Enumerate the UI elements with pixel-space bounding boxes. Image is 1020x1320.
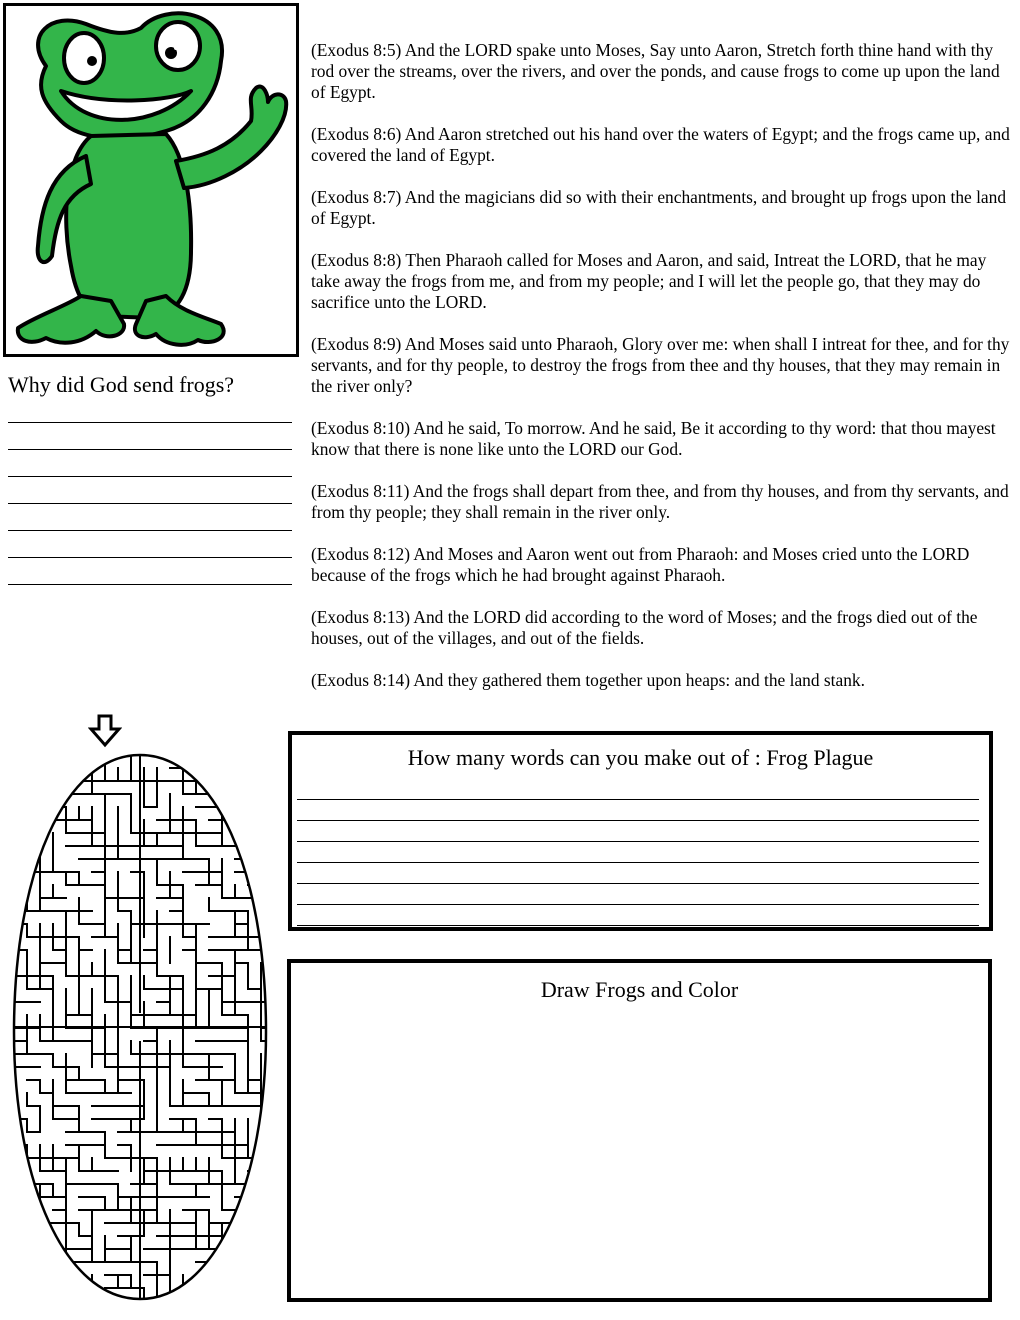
verse: (Exodus 8:7) And the magicians did so with their enchantments, and brought up frogs upon the land of Egypt. xyxy=(311,187,1007,228)
verse: (Exodus 8:10) And he said, To morrow. And he said, Be it according to thy word: that thou mayest know that there is none like unto the LORD our God. xyxy=(311,418,996,459)
word-writing-lines xyxy=(297,799,979,926)
writing-line xyxy=(8,450,292,477)
writing-line xyxy=(297,884,979,905)
down-arrow-icon xyxy=(88,714,122,748)
verse: (Exodus 8:12) And Moses and Aaron went out from Pharaoh: and Moses cried unto the LORD because of the frogs which he had brought against Pharaoh. xyxy=(311,544,970,585)
writing-line xyxy=(297,863,979,884)
verse: (Exodus 8:5) And the LORD spake unto Moses, Say unto Aaron, Stretch forth thine hand with thy rod over the streams, over the rivers, and over the ponds, and cause frogs to come up upon the land of Egypt. xyxy=(311,40,1000,102)
writing-line xyxy=(8,558,292,585)
writing-line xyxy=(8,531,292,558)
writing-line xyxy=(297,905,979,926)
drawing-title: Draw Frogs and Color xyxy=(540,977,739,1002)
verse: (Exodus 8:13) And the LORD did according to the word of Moses; and the frogs died out of the houses, out of the villages, and out of the fields. xyxy=(311,607,978,648)
verse: (Exodus 8:14) And they gathered them together upon heaps: and the land stank. xyxy=(311,670,865,690)
verse: (Exodus 8:6) And Aaron stretched out his hand over the waters of Egypt; and the frogs came up, and covered the land of Egypt. xyxy=(311,124,1010,165)
verse: (Exodus 8:9) And Moses said unto Pharaoh, Glory over me: when shall I intreat for thee, and for thy servants, and for thy people, to destroy the frogs from thee and thy houses, that they may remain in the river only? xyxy=(311,334,1010,396)
writing-line xyxy=(297,842,979,863)
frog-maze xyxy=(10,752,270,1302)
frog-illustration xyxy=(3,3,299,357)
writing-line xyxy=(8,477,292,504)
writing-line xyxy=(8,504,292,531)
word-building-title: How many words can you make out of : Frog Plague xyxy=(407,745,874,770)
writing-line xyxy=(297,821,979,842)
writing-line xyxy=(8,423,292,450)
verse: (Exodus 8:8) Then Pharaoh called for Moses and Aaron, and said, Intreat the LORD, that he may take away the frogs from me, and from my people; and I will let the people go, that they may do sacrifice unto the LORD. xyxy=(311,250,987,312)
verse-list xyxy=(311,40,1011,712)
verse: (Exodus 8:11) And the frogs shall depart from thee, and from thy houses, and from thy servants, and from thy people; they shall remain in the river only. xyxy=(311,481,1009,522)
writing-line xyxy=(297,800,979,821)
drawing-area xyxy=(287,959,992,1302)
frog-icon xyxy=(6,6,296,354)
answer-lines xyxy=(8,422,292,585)
question-prompt: Why did God send frogs? xyxy=(8,372,235,397)
word-building-box xyxy=(288,731,993,931)
